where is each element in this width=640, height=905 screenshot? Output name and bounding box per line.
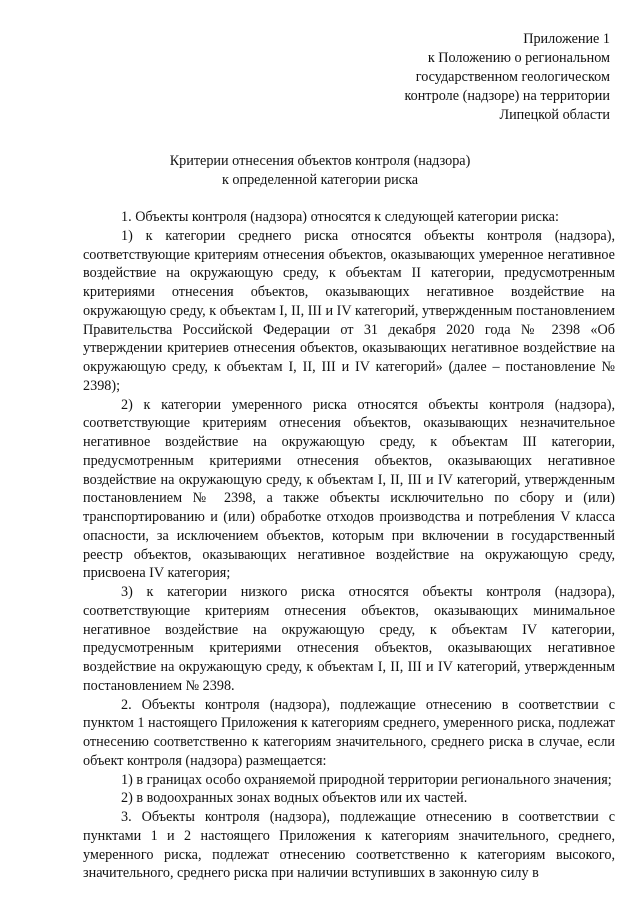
annex-line-3: государственном геологическом	[415, 69, 610, 85]
annex-line-2: к Положению о региональном	[427, 50, 610, 66]
paragraph-1-1: 1) к категории среднего риска относятся объекты контроля (надзора), соответствующие критериям отнесения объектов, оказывающих умеренное негативное воздействие на окружающую среду, к объектам II категории, предусмотренным критериями отнесения объектов, оказывающих негативное воздействие на окружающую среду, к объектам I, II, III и IV категорий, утвержденным постановлением Правительства Российской Федерации от 31 декабря 2020 года № 2398 «Об утверждении критериев отнесения объектов, оказывающих негативное воздействие на окружающую среду, к объектам I, II, III и IV категорий» (далее – постановление № 2398);	[83, 227, 615, 394]
document-body	[83, 208, 615, 883]
annex-line-4: контроле (надзоре) на территории	[404, 88, 610, 104]
paragraph-2-2: 2) в водоохранных зонах водных объектов или их частей.	[121, 790, 468, 807]
title-line-1: Критерии отнесения объектов контроля (надзора)	[169, 153, 471, 169]
paragraph-2: 2. Объекты контроля (надзора), подлежащие отнесению в соответствии с пунктом 1 настоящего Приложения к категориям среднего, умеренного риска, подлежат отнесению соответственно к категориям значительного, среднего риска в случае, если объект контроля (надзора) размещается:	[83, 696, 615, 769]
paragraph-1-2: 2) к категории умеренного риска относятся объекты контроля (надзора), соответствующие критериям отнесения объектов, оказывающих незначительное негативное воздействие на окружающую среду, к объектам III категории, предусмотренным критериями отнесения объектов, оказывающих негативное воздействие на окружающую среду, к объектам I, II, III и IV категорий, утвержденным постановлением № 2398, а также объекты исключительно по сбору и (или) транспортированию и (или) обработке отходов производства и потребления V класса опасности, за исключением объектов, которым при включении в государственный реестр объектов, оказывающих негативное воздействие на окружающую среду, присвоена IV категория;	[83, 396, 615, 582]
annex-line-1: Приложение 1	[523, 31, 610, 47]
annex-line-5: Липецкой области	[499, 107, 610, 123]
paragraph-2-1: 1) в границах особо охраняемой природной территории регионального значения;	[121, 771, 612, 788]
paragraph-3: 3. Объекты контроля (надзора), подлежащие отнесению в соответствии с пунктами 1 и 2 настоящего Приложения к категориям значительного, среднего, умеренного риска, подлежат отнесению соответственно к категориям высокого, значительного, среднего риска при наличии вступивших в законную силу в	[83, 809, 615, 882]
annex-header	[350, 30, 610, 125]
paragraph-1: 1. Объекты контроля (надзора) относятся к следующей категории риска:	[121, 209, 559, 225]
document-title	[80, 152, 560, 190]
title-line-2: к определенной категории риска	[221, 172, 419, 188]
paragraph-1-3: 3) к категории низкого риска относятся объекты контроля (надзора), соответствующие критериям отнесения объектов, оказывающих минимальное негативное воздействие на окружающую среду, к объектам IV категории, предусмотренным критериями отнесения объектов, оказывающих негативное воздействие на окружающую среду, к объектам I, II, III и IV категорий, утвержденным постановлением № 2398.	[83, 584, 615, 694]
